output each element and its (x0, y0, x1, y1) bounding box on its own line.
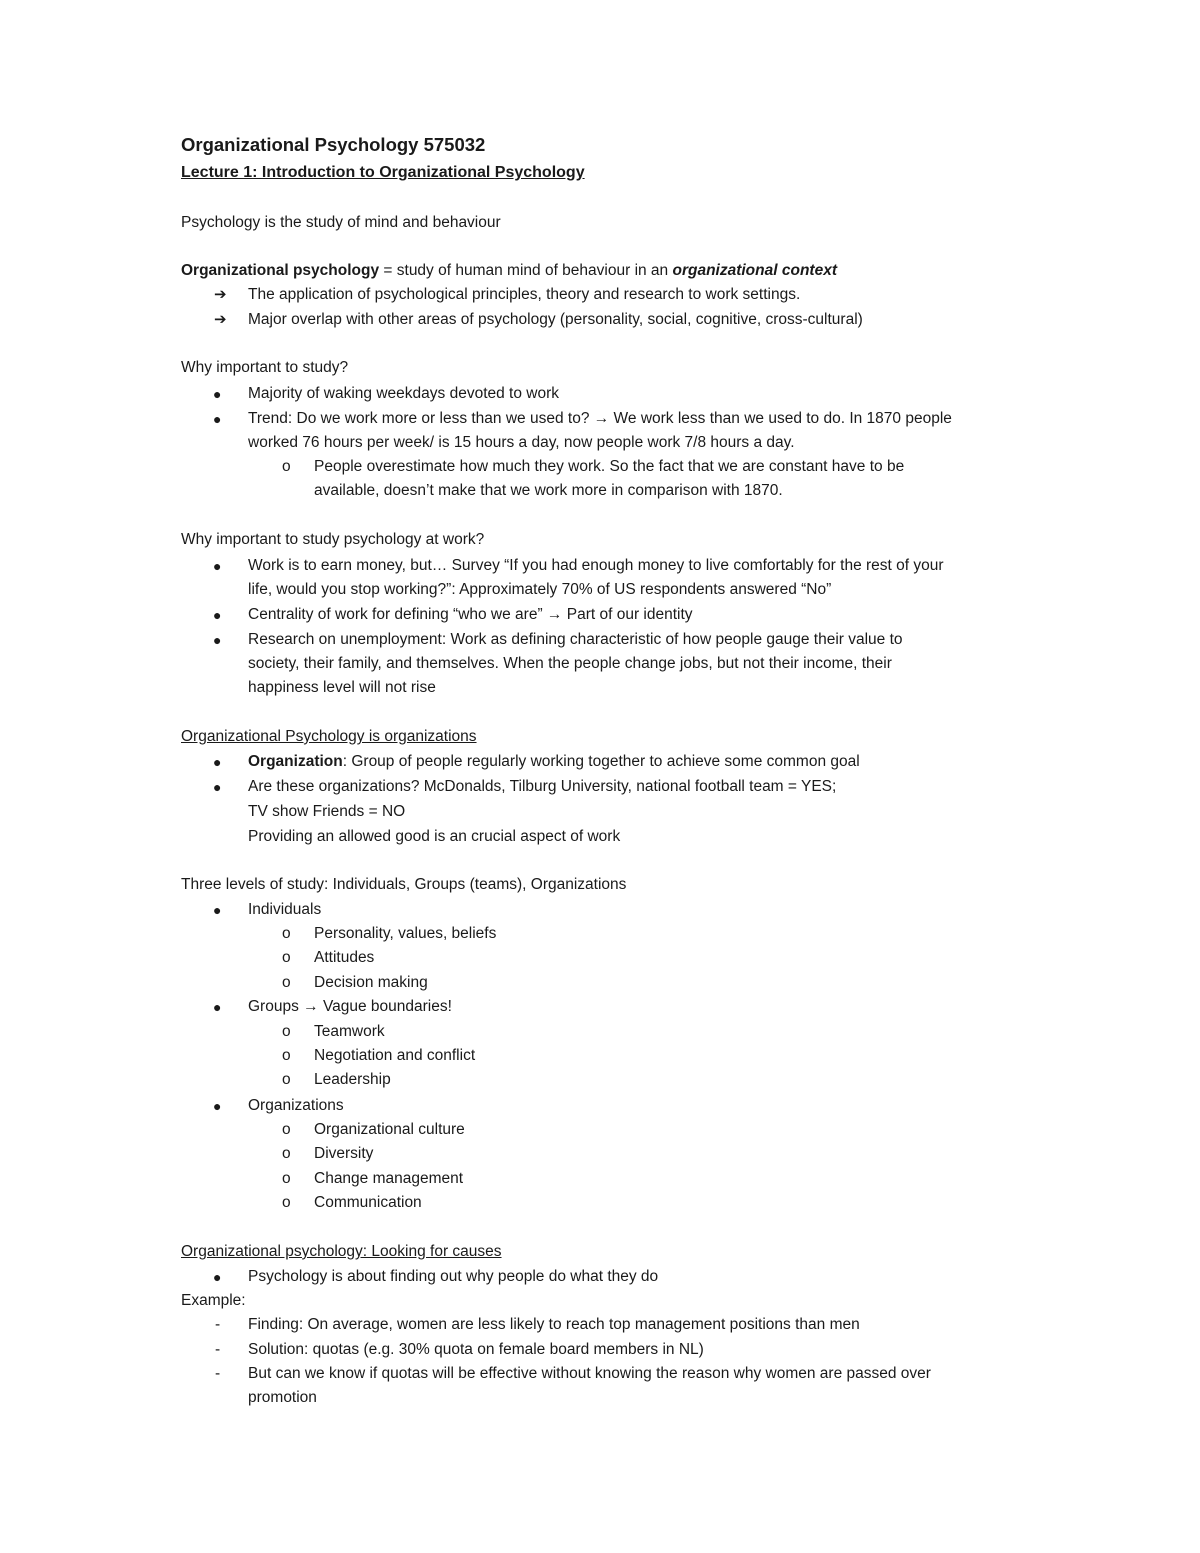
level-item: Communication (314, 1194, 422, 1211)
example-item: Solution: quotas (e.g. 30% quota on female board members in NL) (248, 1341, 704, 1358)
circle-bullet-icon: o (282, 1047, 291, 1064)
organization-term: Organization (248, 753, 343, 770)
definition-point: Major overlap with other areas of psychology (personality, social, cognitive, cross-cultural) (248, 311, 863, 328)
level-item: Change management (314, 1170, 464, 1187)
bullet-icon: ● (213, 607, 222, 623)
document-title: Organizational Psychology 575032 (181, 134, 486, 155)
bullet-icon: ● (213, 386, 222, 402)
list-item: Trend: Do we work more or less than we used to? → We work less than we used to do. In 1870 people (248, 410, 952, 427)
bullet-icon: ● (213, 632, 222, 648)
circle-bullet-icon: o (282, 1194, 291, 1211)
circle-bullet-icon: o (282, 458, 291, 475)
circle-bullet-icon: o (282, 1071, 291, 1088)
circle-bullet-icon: o (282, 925, 291, 942)
circle-bullet-icon: o (282, 1145, 291, 1162)
level-item: Personality, values, beliefs (314, 925, 497, 942)
list-item-continued: Providing an allowed good is an crucial aspect of work (248, 828, 621, 845)
definition-point: The application of psychological principles, theory and research to work settings. (248, 286, 801, 303)
bullet-icon: ● (213, 558, 222, 574)
level-label: Groups → Vague boundaries! (248, 998, 452, 1015)
dash-bullet-icon: - (215, 1365, 221, 1382)
bullet-icon: ● (213, 779, 222, 795)
level-item: Organizational culture (314, 1121, 465, 1138)
example-item: Finding: On average, women are less likely to reach top management positions than men (248, 1316, 860, 1333)
section-heading-organizations: Organizational Psychology is organizations (181, 728, 477, 745)
circle-bullet-icon: o (282, 1170, 291, 1187)
bullet-icon: ● (213, 1098, 222, 1114)
list-item: Psychology is about finding out why people do what they do (248, 1268, 659, 1285)
circle-bullet-icon: o (282, 1023, 291, 1040)
list-item-continued: happiness level will not rise (248, 679, 436, 696)
bullet-icon: ● (213, 1269, 222, 1285)
list-item: Majority of waking weekdays devoted to work (248, 385, 560, 402)
list-item-continued: worked 76 hours per week/ is 15 hours a day, now people work 7/8 hours a day. (248, 434, 795, 451)
level-item: Diversity (314, 1145, 374, 1162)
lecture-title: Lecture 1: Introduction to Organizational Psychology (181, 164, 585, 181)
list-item (248, 752, 860, 772)
level-label: Organizations (248, 1097, 344, 1114)
list-item-continued: society, their family, and themselves. When the people change jobs, but not their income, their (248, 655, 892, 672)
list-item: Are these organizations? McDonalds, Tilburg University, national football team = YES; (248, 778, 837, 795)
definition-term: Organizational psychology (181, 262, 380, 279)
level-item: Negotiation and conflict (314, 1047, 476, 1064)
section-heading-levels: Three levels of study: Individuals, Groups (teams), Organizations (181, 876, 627, 893)
definition-emphasis: organizational context (672, 262, 837, 279)
definition-text: = study of human mind of behaviour in an (379, 262, 673, 279)
arrow-bullet-icon: ➔ (214, 311, 227, 328)
circle-bullet-icon: o (282, 974, 291, 991)
circle-bullet-icon: o (282, 949, 291, 966)
level-label: Individuals (248, 901, 322, 918)
dash-bullet-icon: - (215, 1316, 221, 1333)
sub-list-item-continued: available, doesn’t make that we work more in comparison with 1870. (314, 482, 783, 499)
list-item: Work is to earn money, but… Survey “If you had enough money to live comfortably for the rest of your (248, 557, 944, 574)
example-label: Example: (181, 1292, 246, 1309)
bullet-icon: ● (213, 902, 222, 918)
section-heading-why-study: Why important to study? (181, 359, 349, 376)
list-item: Centrality of work for defining “who we are” → Part of our identity (248, 606, 693, 623)
bullet-icon: ● (213, 411, 222, 427)
example-item-continued: promotion (248, 1389, 317, 1406)
list-item: Research on unemployment: Work as defining characteristic of how people gauge their value to (248, 631, 903, 648)
dash-bullet-icon: - (215, 1341, 221, 1358)
list-item-continued: life, would you stop working?”: Approximately 70% of US respondents answered “No” (248, 581, 832, 598)
sub-list-item: People overestimate how much they work. So the fact that we are constant have to be (314, 458, 905, 475)
section-heading-causes: Organizational psychology: Looking for causes (181, 1243, 502, 1260)
arrow-bullet-icon: ➔ (214, 286, 227, 303)
level-item: Decision making (314, 974, 428, 991)
level-item: Leadership (314, 1071, 391, 1088)
intro-text: Psychology is the study of mind and behaviour (181, 214, 501, 231)
example-item: But can we know if quotas will be effective without knowing the reason why women are passed over (248, 1365, 931, 1382)
level-item: Attitudes (314, 949, 375, 966)
section-heading-why-work: Why important to study psychology at work? (181, 531, 485, 548)
bullet-icon: ● (213, 754, 222, 770)
bullet-icon: ● (213, 999, 222, 1015)
level-item: Teamwork (314, 1023, 385, 1040)
organization-definition: : Group of people regularly working together to achieve some common goal (342, 753, 860, 770)
definition-line (181, 261, 837, 281)
circle-bullet-icon: o (282, 1121, 291, 1138)
list-item-continued: TV show Friends = NO (248, 803, 406, 820)
